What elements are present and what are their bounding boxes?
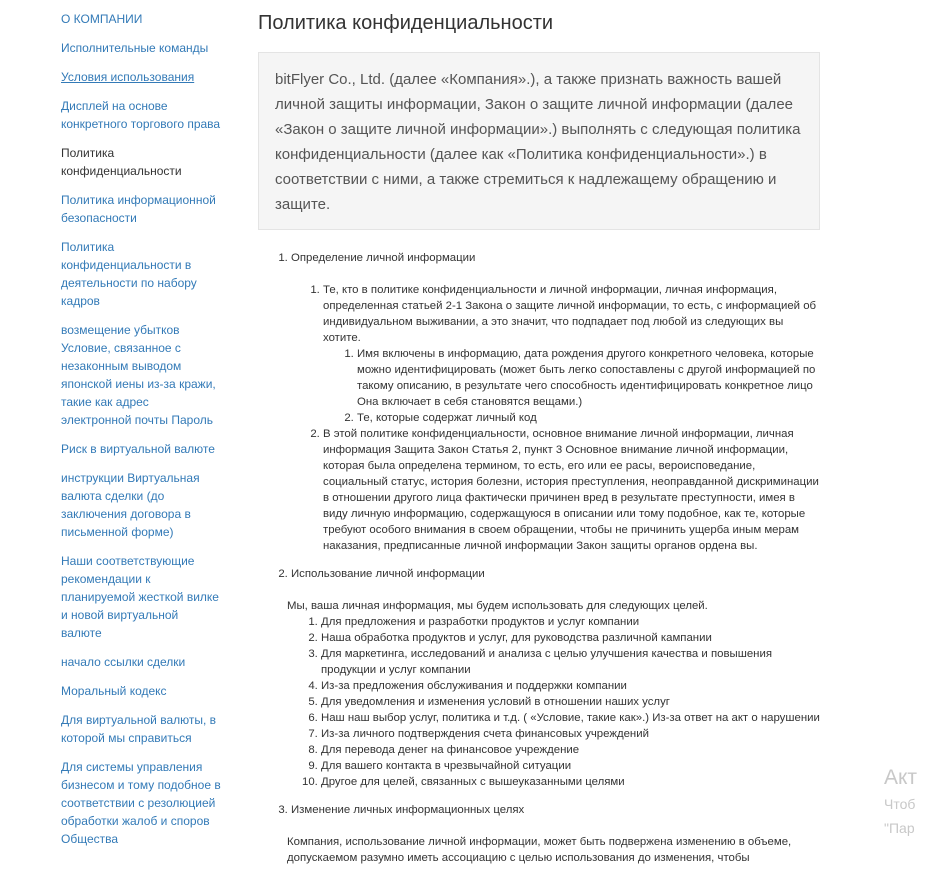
- usage-list: [291, 614, 820, 790]
- sidebar-item-hard-fork-recommendations[interactable]: Наши соответствующие рекомендации к планируемой жесткой вилке и новой виртуальной валюте: [61, 554, 219, 640]
- list-item: 8. Для перевода денег на финансовое учреждение: [321, 742, 820, 758]
- list-item: [323, 282, 820, 426]
- list-item: 5. Для уведомления и изменения условий в отношении наших услуг: [321, 694, 820, 710]
- watermark-line: "Пар: [884, 820, 915, 836]
- usage-intro: Мы, ваша личная информация, мы будем использовать для следующих целей.: [287, 600, 708, 612]
- sidebar-nav: [61, 10, 221, 859]
- section-definition: [291, 250, 820, 566]
- watermark-line: Чтоб: [884, 796, 916, 812]
- section-heading: 1. Определение личной информации: [291, 252, 476, 264]
- sidebar-item-virtual-currency-risk[interactable]: Риск в виртуальной валюте: [61, 442, 215, 456]
- main-content: [258, 0, 820, 866]
- section-usage: [287, 566, 820, 802]
- sidebar-item-recruitment-privacy[interactable]: Политика конфиденциальности в деятельности по набору кадров: [61, 240, 197, 308]
- sidebar-item-trade-start[interactable]: начало ссылки сделки: [61, 655, 186, 669]
- list-item: 2. В этой политике конфиденциальности, основное внимание личной информации, личная информация Защита Закон Статья 2, пункт 3 Основное внимание личной информации, которая была определена термином, то есть, его или ее расы, вероисповедание, социальный статус, история болезни, история преступления, неоправданной дискриминации в отношении другого лица фактически причинен вред в результате преступности, имея в виду личную информацию, содержащуюся в описании или тому подобное, как те, которые требуют особого внимания в своем обращении, чтобы не причинить ущерба иным мерам наказания, предписанные личной информации Закон защиты органов ордена вы.: [323, 426, 820, 554]
- list-item: 9. Для вашего контакта в чрезвычайной ситуации: [321, 758, 820, 774]
- sidebar-item-infosec-policy[interactable]: Политика информационной безопасности: [61, 193, 216, 225]
- section-heading: 2. Использование личной информации: [291, 568, 485, 580]
- sidebar-item-loss-compensation[interactable]: возмещение убытков Условие, связанное с незаконным выводом японской иены из-за кражи, такие как адрес электронной почты Пароль: [61, 323, 216, 427]
- list-item: 7. Из-за личного подтверждения счета финансовых учреждений: [321, 726, 820, 742]
- policy-body: [258, 250, 820, 866]
- sidebar-item-commercial-law-display[interactable]: Дисплей на основе конкретного торгового права: [61, 99, 221, 131]
- sidebar-item-trade-instructions[interactable]: инструкции Виртуальная валюта сделки (до заключения договора в письменной форме): [61, 471, 200, 539]
- sidebar-item-handled-currencies[interactable]: Для виртуальной валюты, в которой мы справиться: [61, 713, 217, 745]
- sidebar-item-complaint-management[interactable]: Для системы управления бизнесом и тому подобное в соответствии с резолюцией обработки жалоб и споров Общества: [61, 760, 221, 846]
- list-item: 2. Наша обработка продуктов и услуг, для руководства различной кампании: [321, 630, 820, 646]
- definition-sublist: [323, 346, 820, 426]
- intro-box: bitFlyer Co., Ltd. (далее «Компания».), а также признать важность вашей личной защиты информации, Закон о защите личной информации (далее «Закон о защите личной информации».) выполнять с следующая политика конфиденциальности (далее как «Политика конфиденциальности».) в соответствии с ними, а также стремиться к надлежащему обращению и защите.: [258, 52, 820, 230]
- list-item: 10. Другое для целей, связанных с вышеуказанными целями: [321, 774, 820, 790]
- section-list: [258, 250, 820, 866]
- list-item: 4. Из-за предложения обслуживания и поддержки компании: [321, 678, 820, 694]
- list-item: 6. Наш наш выбор услуг, политика и т.д. ( «Условие, такие как».) Из-за ответ на акт о нарушении: [321, 710, 820, 726]
- list-item: 1. Имя включены в информацию, дата рождения другого конкретного человека, которые можно идентифицировать (может быть легко сопоставлены с другой информацией по такому описанию, в результате чего способность идентифицировать конкретное лицо Она включает в себя становятся вещами.): [357, 346, 820, 410]
- activation-watermark: [884, 764, 917, 840]
- change-purpose-text: Компания, использование личной информации, может быть подвержена изменению в объеме, допускаемом разумно иметь ассоциацию с целью использования до изменения, чтобы: [287, 836, 792, 864]
- list-item-text: Те, кто в политике конфиденциальности и личной информации, личная информация, определенная статьей 2-1 Закона о защите личной информации, то есть, с информацией об индивидуальном выживании, а это значит, что подпадает под любой из следующих вы хотите.: [323, 284, 817, 344]
- page-title: Политика конфиденциальности: [258, 12, 554, 34]
- sidebar-item-terms-of-use[interactable]: Условия использования: [61, 70, 195, 84]
- sidebar-item-moral-code[interactable]: Моральный кодекс: [61, 684, 167, 698]
- list-item: 2. Те, которые содержат личный код: [357, 410, 820, 426]
- watermark-line: Акт: [884, 766, 918, 789]
- sidebar-item-about[interactable]: О КОМПАНИИ: [61, 12, 143, 26]
- sidebar-item-executive-teams[interactable]: Исполнительные команды: [61, 41, 209, 55]
- list-item: 3. Для маркетинга, исследований и анализа с целью улучшения качества и повышения продукции и услуг компании: [321, 646, 820, 678]
- sidebar-item-privacy-policy[interactable]: Политика конфиденциальности: [61, 146, 182, 178]
- section-change-purpose: [287, 802, 820, 866]
- definition-list: [291, 282, 820, 554]
- list-item: 1. Для предложения и разработки продуктов и услуг компании: [321, 614, 820, 630]
- section-heading: 3. Изменение личных информационных целях: [291, 804, 525, 816]
